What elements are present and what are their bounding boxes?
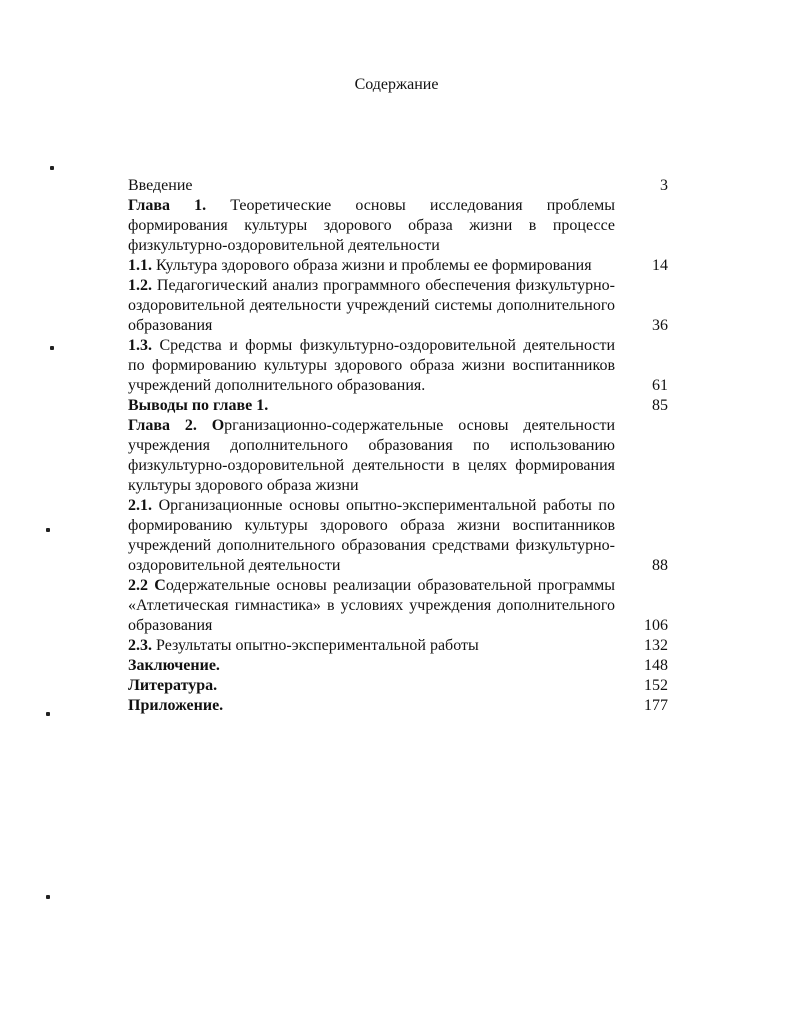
toc-entry-text: 1.3. Средства и формы физкультурно-оздоровительной деятельности по формированию культуры здорового образа жизни воспитанников учреждений дополнительного образования.	[128, 337, 615, 394]
scan-mark	[46, 895, 50, 899]
toc-page-number: 14	[652, 257, 668, 274]
toc-entry-text: Заключение.	[128, 657, 220, 674]
toc-page-number: 106	[644, 617, 668, 634]
toc-entry-text: 2.3. Результаты опытно-экспериментальной работы	[128, 637, 479, 654]
toc-entry-appendix	[128, 696, 668, 716]
scan-mark	[50, 346, 54, 350]
toc-entry-text: Введение	[128, 177, 193, 194]
toc-entry-1-2	[128, 276, 668, 336]
toc-entry-chapter-1	[128, 196, 668, 256]
toc-page-number: 3	[660, 177, 668, 194]
toc-entry-label: 1.2.	[128, 277, 152, 294]
toc-entry-2-3	[128, 636, 668, 656]
toc-entry-label: 1.3.	[128, 337, 152, 354]
toc-entry-text: 2.1. Организационные основы опытно-экспериментальной работы по формированию культуры здорового образа жизни воспитанников учреждений дополнительного образования средствами физкультурно-оздоровительной деятельности	[128, 497, 615, 574]
toc-entry-2-1	[128, 496, 668, 576]
toc-entry-label: 2.2 С	[128, 577, 166, 594]
scan-mark	[46, 712, 50, 716]
scan-mark	[50, 166, 54, 170]
toc-page-number: 88	[652, 557, 668, 574]
toc-entry-text: Глава 2. Организационно-содержательные основы деятельности учреждения дополнительного образования по использованию физкультурно-оздоровительной деятельности в целях формирования культуры здорового образа жизни	[128, 417, 615, 494]
toc-entry-text: 1.1. Культура здорового образа жизни и проблемы ее формирования	[128, 257, 592, 274]
toc-entry-1-3	[128, 336, 668, 396]
toc-entry-text: Выводы по главе 1.	[128, 397, 269, 414]
toc-entry-literature	[128, 676, 668, 696]
toc-page-number: 177	[644, 697, 668, 714]
toc-entry-introduction	[128, 176, 668, 196]
toc-page-number: 132	[644, 637, 668, 654]
toc-entry-text: Литература.	[128, 677, 218, 694]
toc-entry-conclusions-ch1	[128, 396, 668, 416]
page-title: Содержание	[354, 76, 439, 93]
toc-entry-text: Приложение.	[128, 697, 224, 714]
toc-entry-label: 2.1.	[128, 497, 152, 514]
toc-entry-label: 2.3.	[128, 637, 152, 654]
toc-entry-label: Глава 2. О	[128, 417, 225, 434]
toc-entry-text: Глава 1. Теоретические основы исследования проблемы формирования культуры здорового образа жизни в процессе физкультурно-оздоровительной деятельности	[128, 197, 615, 254]
toc-entry-label: Глава 1.	[128, 197, 207, 214]
toc-entry-chapter-2	[128, 416, 668, 496]
toc-entry-label: 1.1.	[128, 257, 152, 274]
toc-entry-text: 1.2. Педагогический анализ программного обеспечения физкультурно-оздоровительной деятельности учреждений системы дополнительного образования	[128, 277, 615, 334]
toc-entry-conclusion	[128, 656, 668, 676]
toc-entry-2-2	[128, 576, 668, 636]
toc-page-number: 36	[652, 317, 668, 334]
scan-mark	[46, 528, 50, 532]
toc-entry-text: 2.2 Содержательные основы реализации образовательной программы «Атлетическая гимнастика» в условиях учреждения дополнительного образования	[128, 577, 615, 634]
toc-page-number: 152	[644, 677, 668, 694]
toc-page-number: 61	[652, 377, 668, 394]
table-of-contents	[128, 176, 668, 716]
toc-entry-1-1	[128, 256, 668, 276]
toc-page-number: 148	[644, 657, 668, 674]
toc-page-number: 85	[652, 397, 668, 414]
